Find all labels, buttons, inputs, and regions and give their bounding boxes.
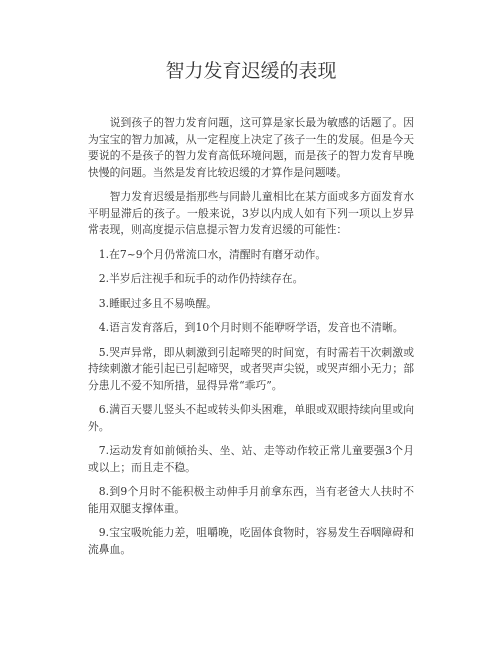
list-item: 2.半岁后注视手和玩手的动作仍持续存在。 <box>98 272 304 285</box>
symptom-list <box>88 247 414 559</box>
list-item: 8.到9个月时不能积极主动伸手月前拿东西，当有老爸大人扶时不能用双腿支撑体重。 <box>88 485 414 515</box>
list-item: 9.宝宝吸吮能力差，咀嚼晚，吃固体食物时，容易发生吞咽障碍和流鼻血。 <box>88 526 414 556</box>
document-body <box>88 115 414 566</box>
list-item: 7.运动发育如前倾抬头、坐、站、走等动作较正常儿童要强3个月或以上；而且走不稳。 <box>88 444 414 474</box>
list-item: 1.在7~9个月仍常流口水，清醒时有磨牙动作。 <box>98 247 327 261</box>
list-item: 6.满百天婴儿竖头不起或转头仰头困难，单眼或双眼持续向里或向外。 <box>88 403 414 433</box>
definition-paragraph: 智力发育迟缓是指那些与同龄儿童相比在某方面或多方面发育水平明显滞后的孩子。一般来说，3岁以内成人如有下列一项以上岁异常表现，则高度提示信息提示智力发育迟缓的可能性： <box>88 190 414 236</box>
document-title: 智力发育迟缓的表现 <box>165 60 337 82</box>
list-item: 3.睡眠过多且不易唤醒。 <box>98 296 218 310</box>
list-item: 4.语言发育落后，到10个月时则不能咿呀学语，发音也不清晰。 <box>98 321 404 334</box>
intro-paragraph: 说到孩子的智力发育问题，这可算是家长最为敏感的话题了。因为宝宝的智力加减，从一定程度上决定了孩子一生的发展。但是今天要说的不是孩子的智力发育高低环境问题，而是孩子的智力发育早晚快慢的问题。当然是发育比较迟缓的才算作是问题喽。 <box>88 116 414 179</box>
list-item: 5.哭声异常，即从刺激到引起啼哭的时间宽，有时需若干次刺激或持续刺激才能引起已引起啼哭，或者哭声尖锐，或哭声细小无力；部分患儿不爱不知所措，显得异常“乖巧”。 <box>88 345 414 392</box>
